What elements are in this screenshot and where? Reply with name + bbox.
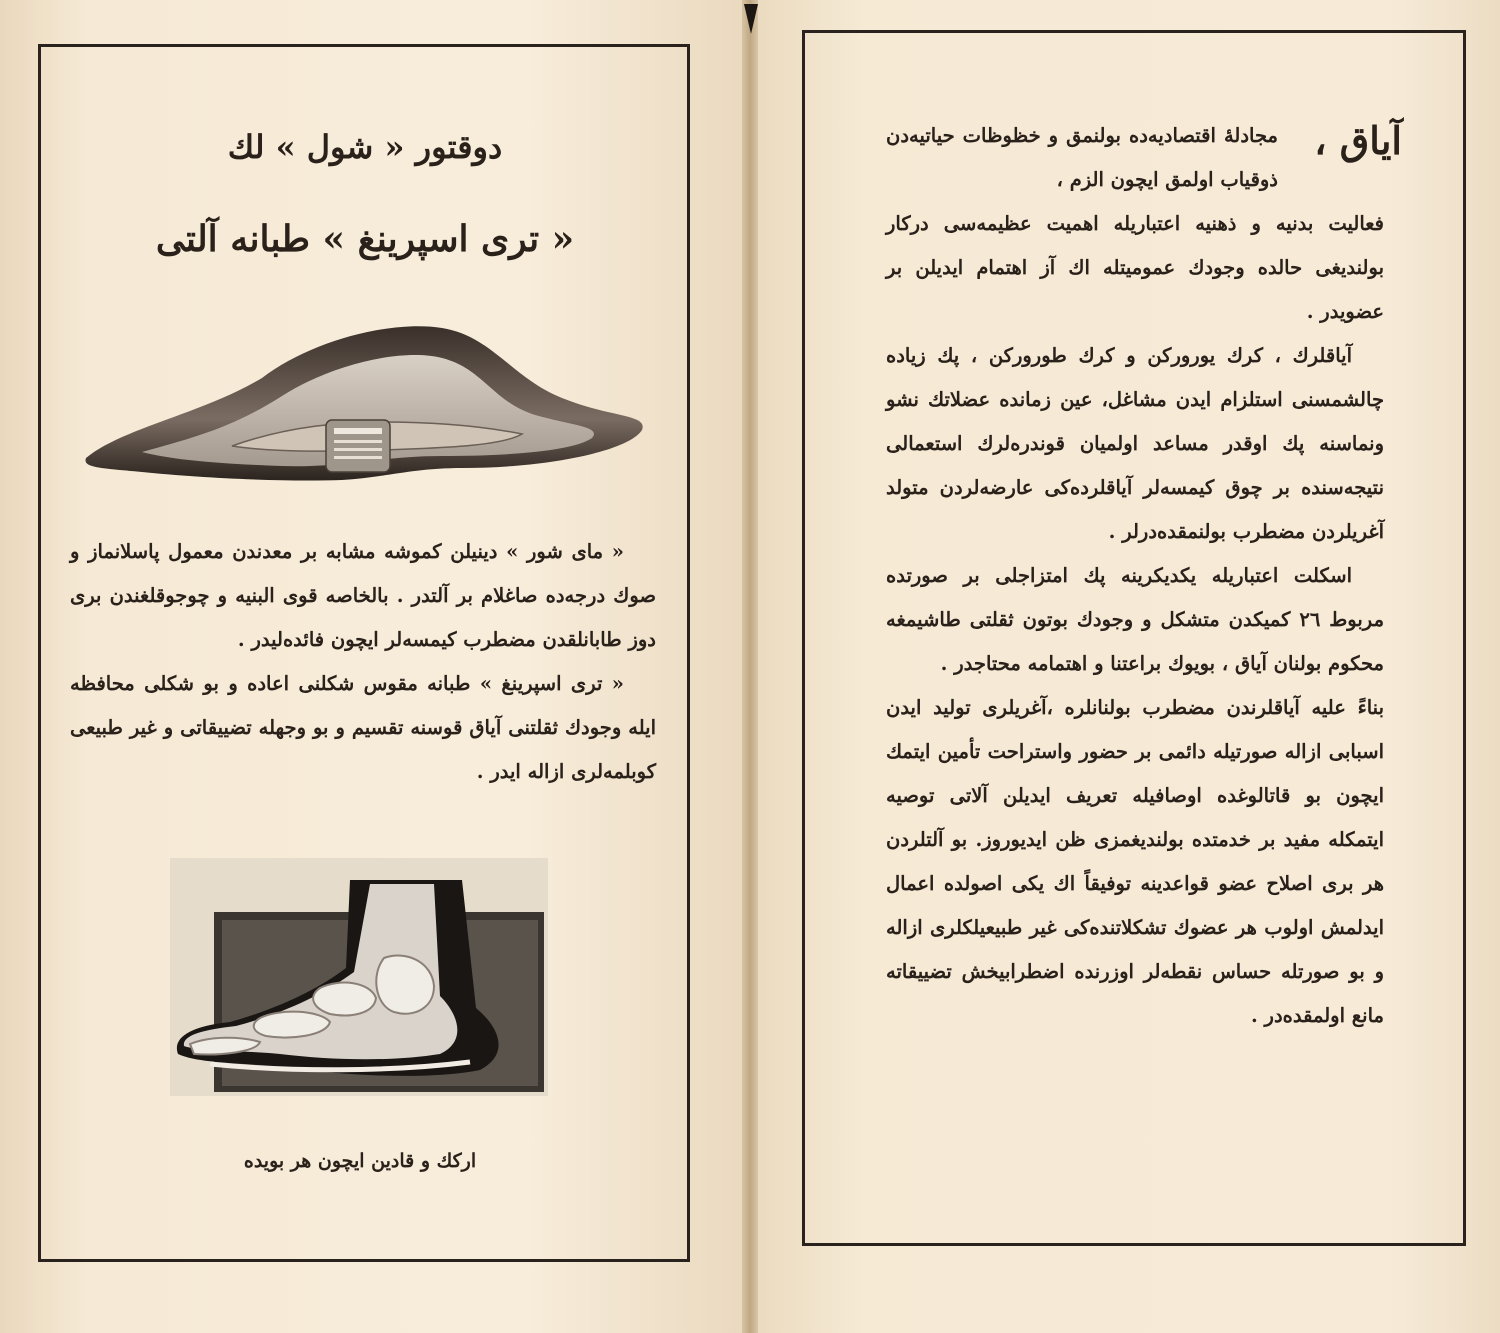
left-paragraph-1: « مای شور » دینیلن كموشه مشابه بر معدندن معمول پاسلانماز و صوك درجه‌ده صاغلام بر آلتدر . بالخاصه قوی البنیه و چوجوقلغندن بری دوز طابانلقدن مضطرب كیمسه‌لر ایچون فائده‌لیدر . xyxy=(70,540,656,651)
right-paragraph-4: بناءً علیه آیاقلرندن مضطرب بولنانلره ،آغریلری تولید ایدن اسبابی ازاله صورتیله دائمی بر حضور واستراحت تأمین ایتمك ایچون بو قاتالوغده اوصافیله تعریف ایدیلن آلاتی توصیه ایتمكله مفید بر خدمتده بولندیغمزی ظن ایدیوروز. بو آلتلردن هر بری اصلاح عضو قواعدینه توفیقاً اك یكی اصولده اعمال ایدلمش اولوب هر عضوك تشكلاتنده‌كی غیر طبیعیلكلری ازاله و بو صورتله حساس نقطه‌لر اوزرنده اضطرابیخش تضییقاته مانع اولمقده‌در . xyxy=(886,696,1384,1027)
right-paragraph-3: اسكلت اعتباریله یكدیكرینه پك امتزاجلی بر صورتده مربوط ٢٦ كمیكدن متشكل و وجودك بوتون ثقلتی طاشیمغه محكوم بولنان آیاق ، بویوك براعتنا و اهتمامه محتاجدر . xyxy=(886,564,1385,675)
right-paragraph-1: فعالیت بدنیه و ذهنیه اعتباریله اهمیت عظیمه‌سی دركار بولندیغی حالده وجودك عمومیتله اك آز اهتمام ایدیلن بر عضویدر . xyxy=(886,212,1384,323)
photo-caption: اركك و قادین ایچون هر بوید‌ه xyxy=(243,1150,477,1172)
left-title-line2: « تری اسپرینغ » طبانه آلتی xyxy=(155,218,575,260)
right-heading: آیاق ، xyxy=(1314,118,1402,163)
right-body-text xyxy=(886,202,1384,1038)
left-paragraph-2: « تری اسپرینغ » طبانه مقوس شكلنی اعاده و بو شكلی محافظه ایله وجودك ثقلتنی آیاق قوسنه تقسیم و بو وجهله تضییقاتی و غیر طبیعی كوبلمه‌لری ازاله ایدر . xyxy=(70,672,656,783)
right-paragraph-2: آیاقلرك ، كرك یورورکن و كرك طورورکن ، پك زیاده چالشمسنی استلزام ایدن مشاغل، عین زمانده عضلاتك نشو ونماسنه پك اوقدر مساعد اولمیان قوندره‌لرك استعمالی نتیجه‌سنده بر چوق كیمسه‌لر آیاقلرده‌كی عارضه‌لردن متولد آغریلردن مضطرب بولنمقده‌درلر . xyxy=(886,344,1384,543)
insole-illustration xyxy=(82,318,648,488)
foot-skeleton-photo xyxy=(170,858,548,1096)
right-intro-text: مجادلهٔ اقتصادیه‌ده بولنمق و خظوظات حیاتیه‌دن ذوقیاب اولمق ایچون الزم ، xyxy=(886,124,1278,191)
gutter-mark xyxy=(744,4,758,34)
left-title-line1: دوقتور « شول » لك xyxy=(227,128,503,166)
book-gutter xyxy=(742,0,758,1333)
left-body-text xyxy=(70,530,656,794)
